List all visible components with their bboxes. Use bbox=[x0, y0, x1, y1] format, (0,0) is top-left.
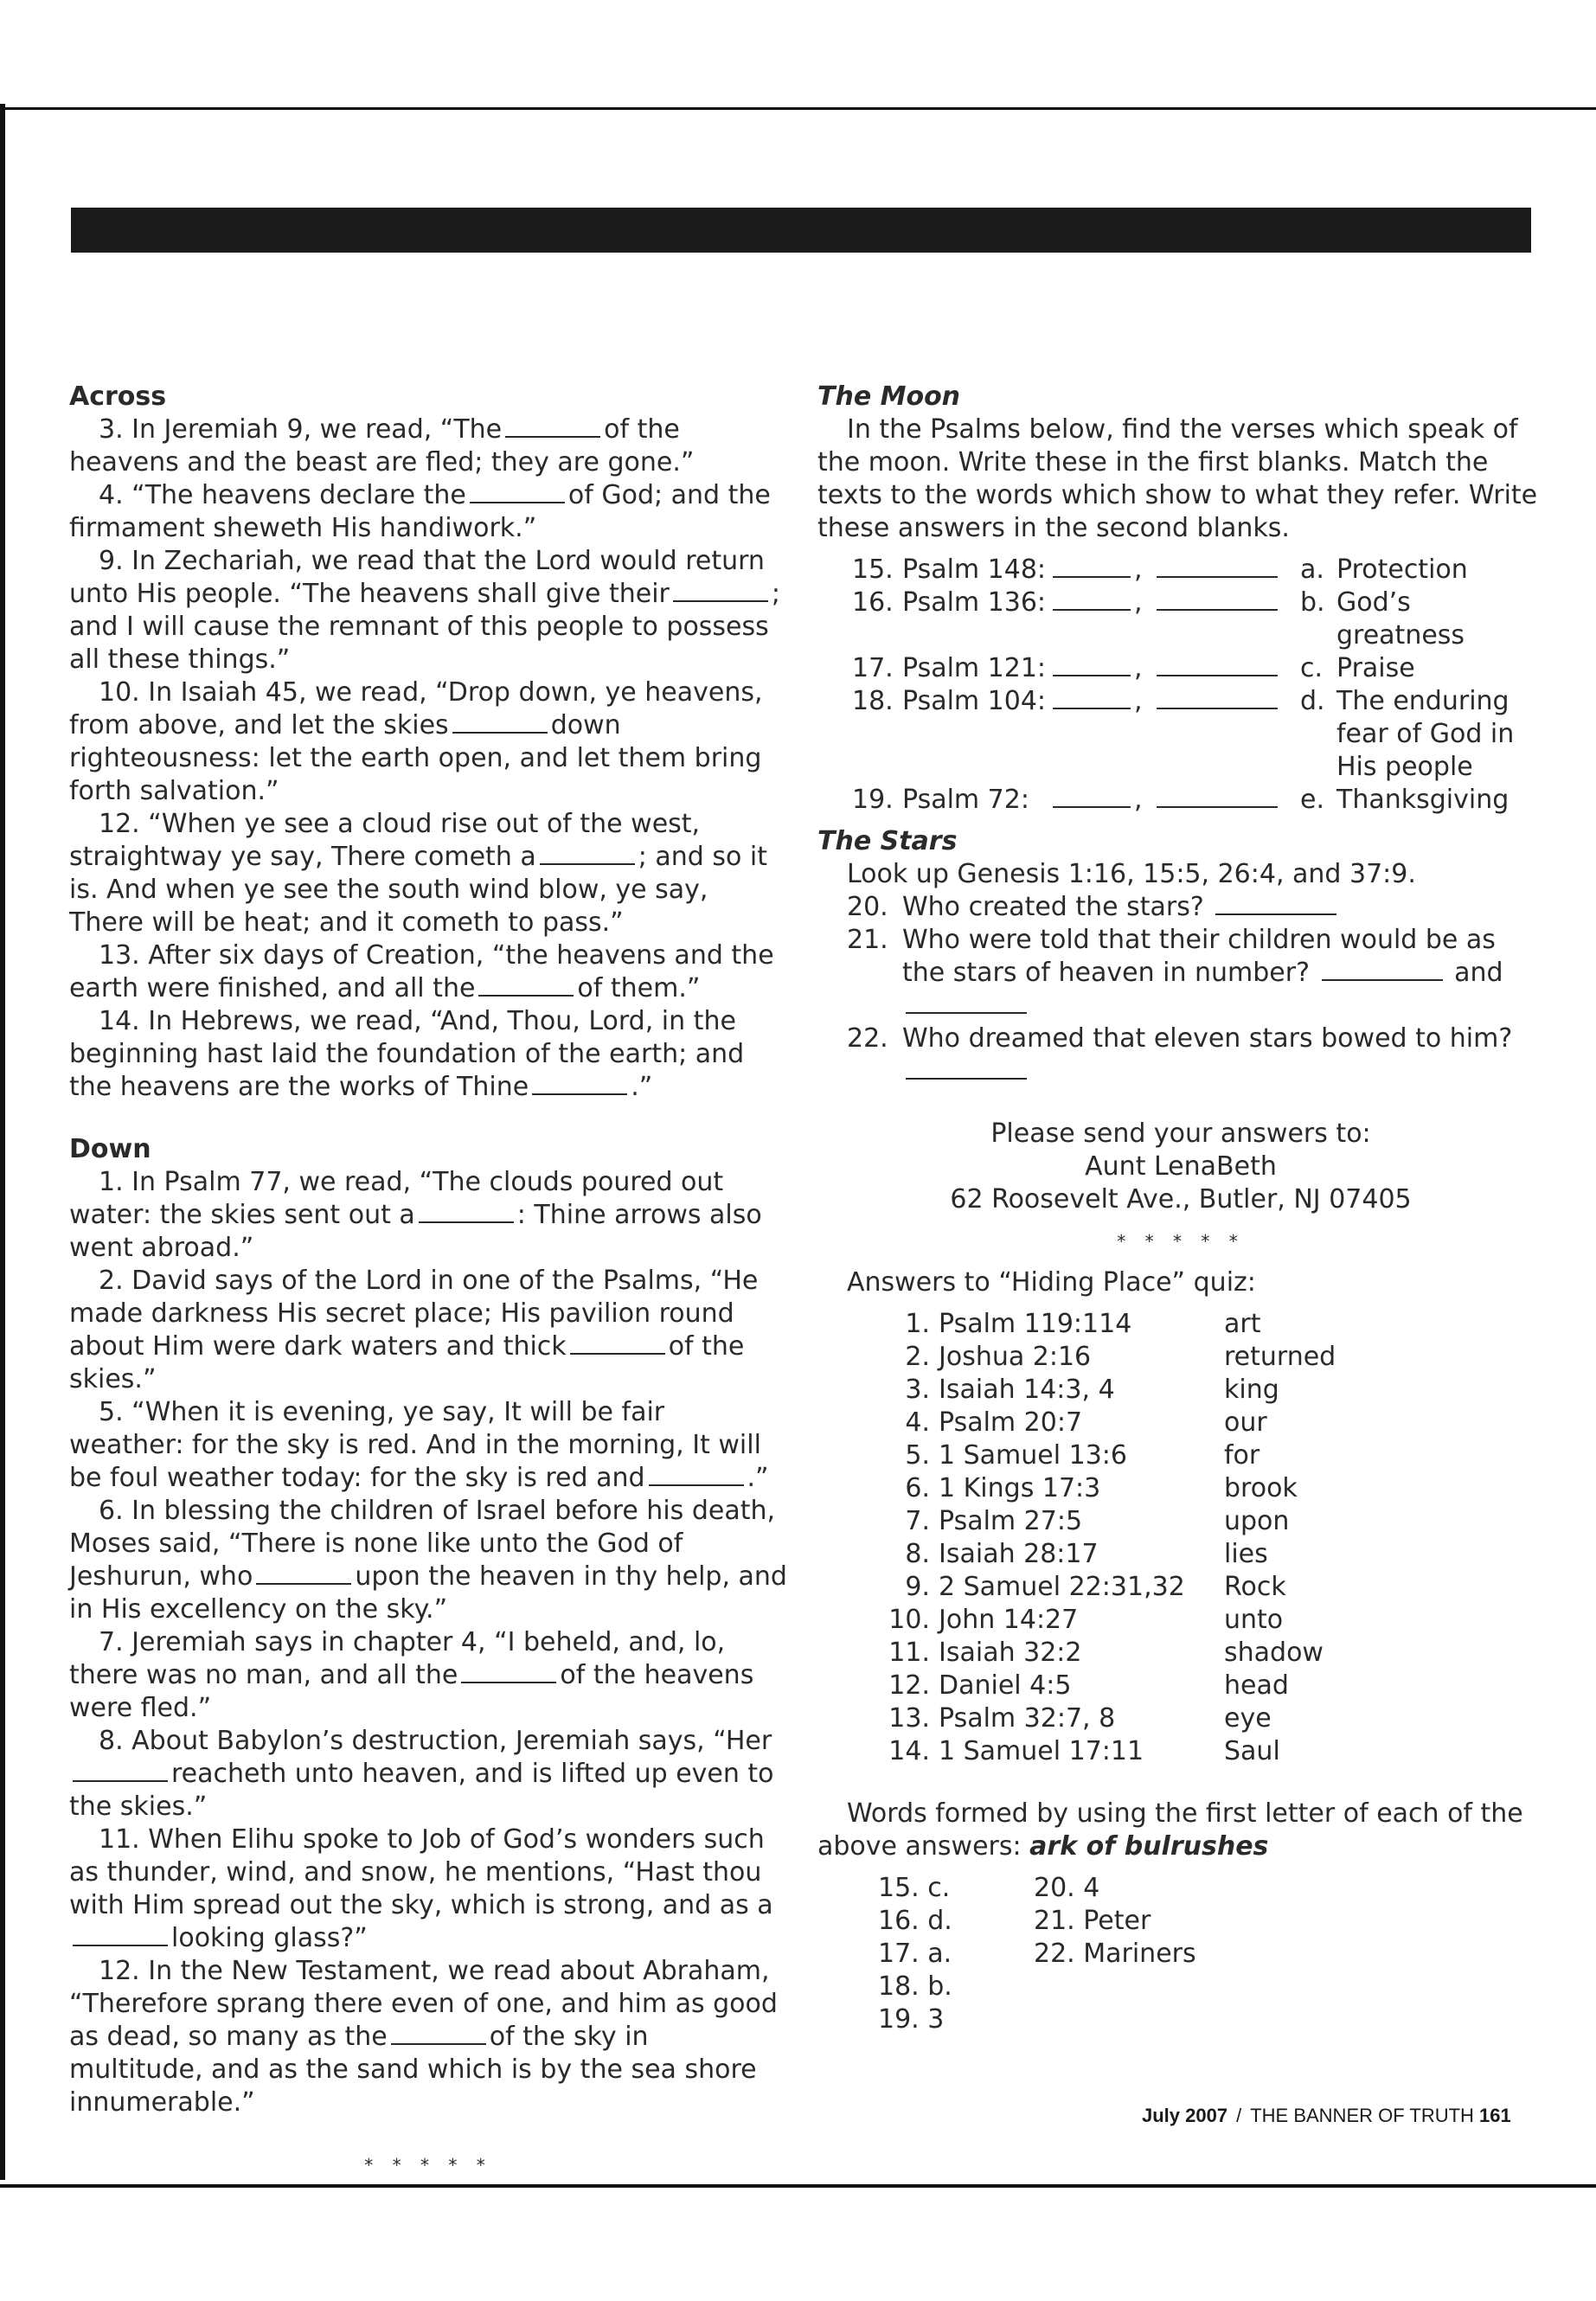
answer-blank bbox=[1157, 685, 1278, 709]
answer-blank bbox=[470, 479, 565, 503]
answer-key-row: 19. 3 bbox=[878, 2004, 945, 2035]
moon-heading: The Moon bbox=[817, 381, 961, 412]
answer-blank bbox=[256, 1561, 351, 1585]
down-clue-12: 12. In the New Testament, we read about Abraham, “Therefore sprang there even of one, and him as good as dead, so many as the of the sky in multitude, and as the sand which is by the sea shore innumerable.” bbox=[69, 1956, 778, 2118]
answer-blank bbox=[570, 1330, 665, 1355]
answer-row: 3. Isaiah 14:3, 4 king bbox=[905, 1375, 1279, 1405]
answer-blank bbox=[1053, 685, 1131, 709]
answer-blank bbox=[1215, 891, 1336, 915]
words-formed: Words formed by using the first letter of each of the above answers: ark of bulrushes bbox=[817, 1798, 1523, 1862]
question-21: 21. Who were told that their children would be as the stars of heaven in number? and bbox=[847, 924, 1544, 1022]
answer-blank bbox=[461, 1659, 556, 1683]
across-clue-3: 3. In Jeremiah 9, we read, “The of the heavens and the beast are fled; they are gone.” bbox=[69, 414, 695, 478]
answer-blank bbox=[505, 413, 600, 438]
answer-key-row: 15. c. 20. 4 bbox=[878, 1873, 1100, 1903]
answer-blank bbox=[73, 1758, 168, 1782]
answer-blank bbox=[906, 990, 1027, 1014]
answer-blank bbox=[452, 709, 548, 734]
page-footer: July 2007 / THE BANNER OF TRUTH 161 bbox=[1142, 2105, 1511, 2126]
moon-row: 18. Psalm 104: , d. The enduring fear of God in His people bbox=[852, 686, 1515, 782]
answer-blank bbox=[673, 578, 768, 602]
answer-blank bbox=[391, 2021, 486, 2045]
answer-row: 5. 1 Samuel 13:6 for bbox=[905, 1440, 1260, 1471]
words-formed-answer: ark of bulrushes bbox=[1029, 1831, 1269, 1862]
across-heading: Across bbox=[69, 381, 167, 412]
section-separator: * * * * * bbox=[364, 2155, 492, 2176]
answers-title: Answers to “Hiding Place” quiz: bbox=[847, 1267, 1256, 1298]
page-number: 161 bbox=[1479, 2105, 1511, 2126]
right-column bbox=[817, 381, 1544, 2036]
across-clue-4: 4. “The heavens declare the of God; and the firmament sheweth His handiwork.” bbox=[69, 480, 771, 543]
answer-blank bbox=[73, 1922, 168, 1946]
answer-row: 11. Isaiah 32:2 shadow bbox=[888, 1638, 1324, 1668]
down-clue-7: 7. Jeremiah says in chapter 4, “I beheld, and, lo, there was no man, and all the of the heavens were fled.” bbox=[69, 1627, 754, 1723]
scan-bottom-line bbox=[0, 2184, 1596, 2188]
moon-intro: In the Psalms below, find the verses which speak of the moon. Write these in the first blanks. Match the texts to the words which show to what they refer. Write these answers in the second blanks. bbox=[817, 414, 1538, 543]
answer-blank bbox=[1157, 652, 1278, 676]
answer-blank bbox=[1157, 586, 1278, 611]
down-clue-2: 2. David says of the Lord in one of the Psalms, “He made darkness His secret place; His pavilion round about Him were dark waters and thick of the skies.” bbox=[69, 1266, 759, 1394]
answer-row: 9. 2 Samuel 22:31,32 Rock bbox=[905, 1572, 1286, 1602]
scan-edge bbox=[0, 104, 5, 2180]
question-20: 20. Who created the stars? bbox=[847, 891, 1544, 924]
footer-date: July 2007 bbox=[1142, 2105, 1228, 2126]
moon-row: 15. Psalm 148: , a. Protection bbox=[852, 554, 1468, 585]
question-22: 22. Who dreamed that eleven stars bowed to him? bbox=[847, 1022, 1544, 1088]
answer-row: 8. Isaiah 28:17 lies bbox=[905, 1539, 1268, 1569]
answer-row: 6. 1 Kings 17:3 brook bbox=[905, 1473, 1298, 1503]
send-instructions: Please send your answers to: bbox=[990, 1118, 1371, 1149]
send-address: 62 Roosevelt Ave., Butler, NJ 07405 bbox=[950, 1184, 1412, 1215]
answer-row: 14. 1 Samuel 17:11 Saul bbox=[888, 1736, 1280, 1766]
answer-blank bbox=[478, 972, 574, 997]
answer-blank bbox=[1053, 554, 1131, 578]
across-clue-9: 9. In Zechariah, we read that the Lord would return unto His people. “The heavens shall give their ; and I will cause the remnant of this people to possess all these things.” bbox=[69, 546, 780, 675]
answer-blank bbox=[540, 841, 635, 865]
down-heading: Down bbox=[69, 1134, 151, 1164]
across-clue-14: 14. In Hebrews, we read, “And, Thou, Lord, in the beginning hast laid the foundation of the earth; and the heavens are the works of Thine .” bbox=[69, 1006, 745, 1102]
answer-blank bbox=[649, 1462, 744, 1486]
moon-row: 16. Psalm 136: , b. God’s greatness bbox=[852, 587, 1465, 651]
answer-row: 12. Daniel 4:5 head bbox=[888, 1670, 1289, 1701]
answer-row: 10. John 14:27 unto bbox=[888, 1605, 1284, 1635]
footer-publication: THE BANNER OF TRUTH bbox=[1250, 2105, 1474, 2126]
answer-key-row: 18. b. bbox=[878, 1971, 952, 2002]
answer-row: 7. Psalm 27:5 upon bbox=[905, 1506, 1290, 1536]
answer-blank bbox=[1053, 784, 1131, 808]
answer-blank bbox=[532, 1071, 627, 1095]
answer-blank bbox=[1053, 652, 1131, 676]
answer-blank bbox=[1322, 957, 1443, 981]
answer-row: 4. Psalm 20:7 our bbox=[905, 1407, 1267, 1438]
left-column bbox=[69, 381, 787, 2182]
down-clue-6: 6. In blessing the children of Israel before his death, Moses said, “There is none like unto the God of Jeshurun, who upon the heaven in thy help, and in His excellency on the sky.” bbox=[69, 1496, 787, 1625]
down-clue-11: 11. When Elihu spoke to Job of God’s wonders such as thunder, wind, and snow, he mentions, “Hast thou with Him spread out the sky, which is strong, and as alooking glass?” bbox=[69, 1824, 773, 1953]
across-clue-10: 10. In Isaiah 45, we read, “Drop down, ye heavens, from above, and let the skies down righteousness: let the earth open, and let them bring forth salvation.” bbox=[69, 677, 763, 806]
stars-heading: The Stars bbox=[817, 826, 958, 856]
header-bar bbox=[71, 208, 1531, 253]
answer-blank bbox=[1157, 784, 1278, 808]
answer-key-row: 16. d. 21. Peter bbox=[878, 1906, 1151, 1936]
answer-blank bbox=[906, 1055, 1027, 1080]
across-clue-12: 12. “When ye see a cloud rise out of the west, straightway ye say, There cometh a ; and so it is. And when ye see the south wind blow, ye say, There will be heat; and it cometh to pass.” bbox=[69, 809, 768, 938]
answer-blank bbox=[419, 1199, 514, 1223]
answer-row: 1. Psalm 119:114 art bbox=[905, 1309, 1261, 1339]
down-clue-5: 5. “When it is evening, ye say, It will be fair weather: for the sky is red. And in the morning, It will be foul weather today: for the sky is red and .” bbox=[69, 1397, 769, 1493]
answer-blank bbox=[1157, 554, 1278, 578]
moon-row: 17. Psalm 121: , c. Praise bbox=[852, 653, 1415, 683]
down-clue-8: 8. About Babylon’s destruction, Jeremiah says, “Herreacheth unto heaven, and is lifted up even to the skies.” bbox=[69, 1726, 774, 1822]
section-separator: * * * * * bbox=[1117, 1231, 1245, 1252]
answer-row: 2. Joshua 2:16 returned bbox=[905, 1342, 1336, 1372]
down-clue-1: 1. In Psalm 77, we read, “The clouds poured out water: the skies sent out a : Thine arrows also went abroad.” bbox=[69, 1167, 762, 1263]
scan-top-line bbox=[0, 107, 1596, 110]
stars-intro: Look up Genesis 1:16, 15:5, 26:4, and 37:9. bbox=[847, 859, 1416, 889]
across-clue-13: 13. After six days of Creation, “the heavens and the earth were finished, and all the of them.” bbox=[69, 940, 774, 1003]
answer-key-row: 17. a. 22. Mariners bbox=[878, 1939, 1196, 1969]
answer-blank bbox=[1053, 586, 1131, 611]
answer-row: 13. Psalm 32:7, 8 eye bbox=[888, 1703, 1272, 1734]
moon-row: 19. Psalm 72: , e. Thanksgiving bbox=[852, 785, 1509, 815]
send-name: Aunt LenaBeth bbox=[1085, 1151, 1277, 1182]
